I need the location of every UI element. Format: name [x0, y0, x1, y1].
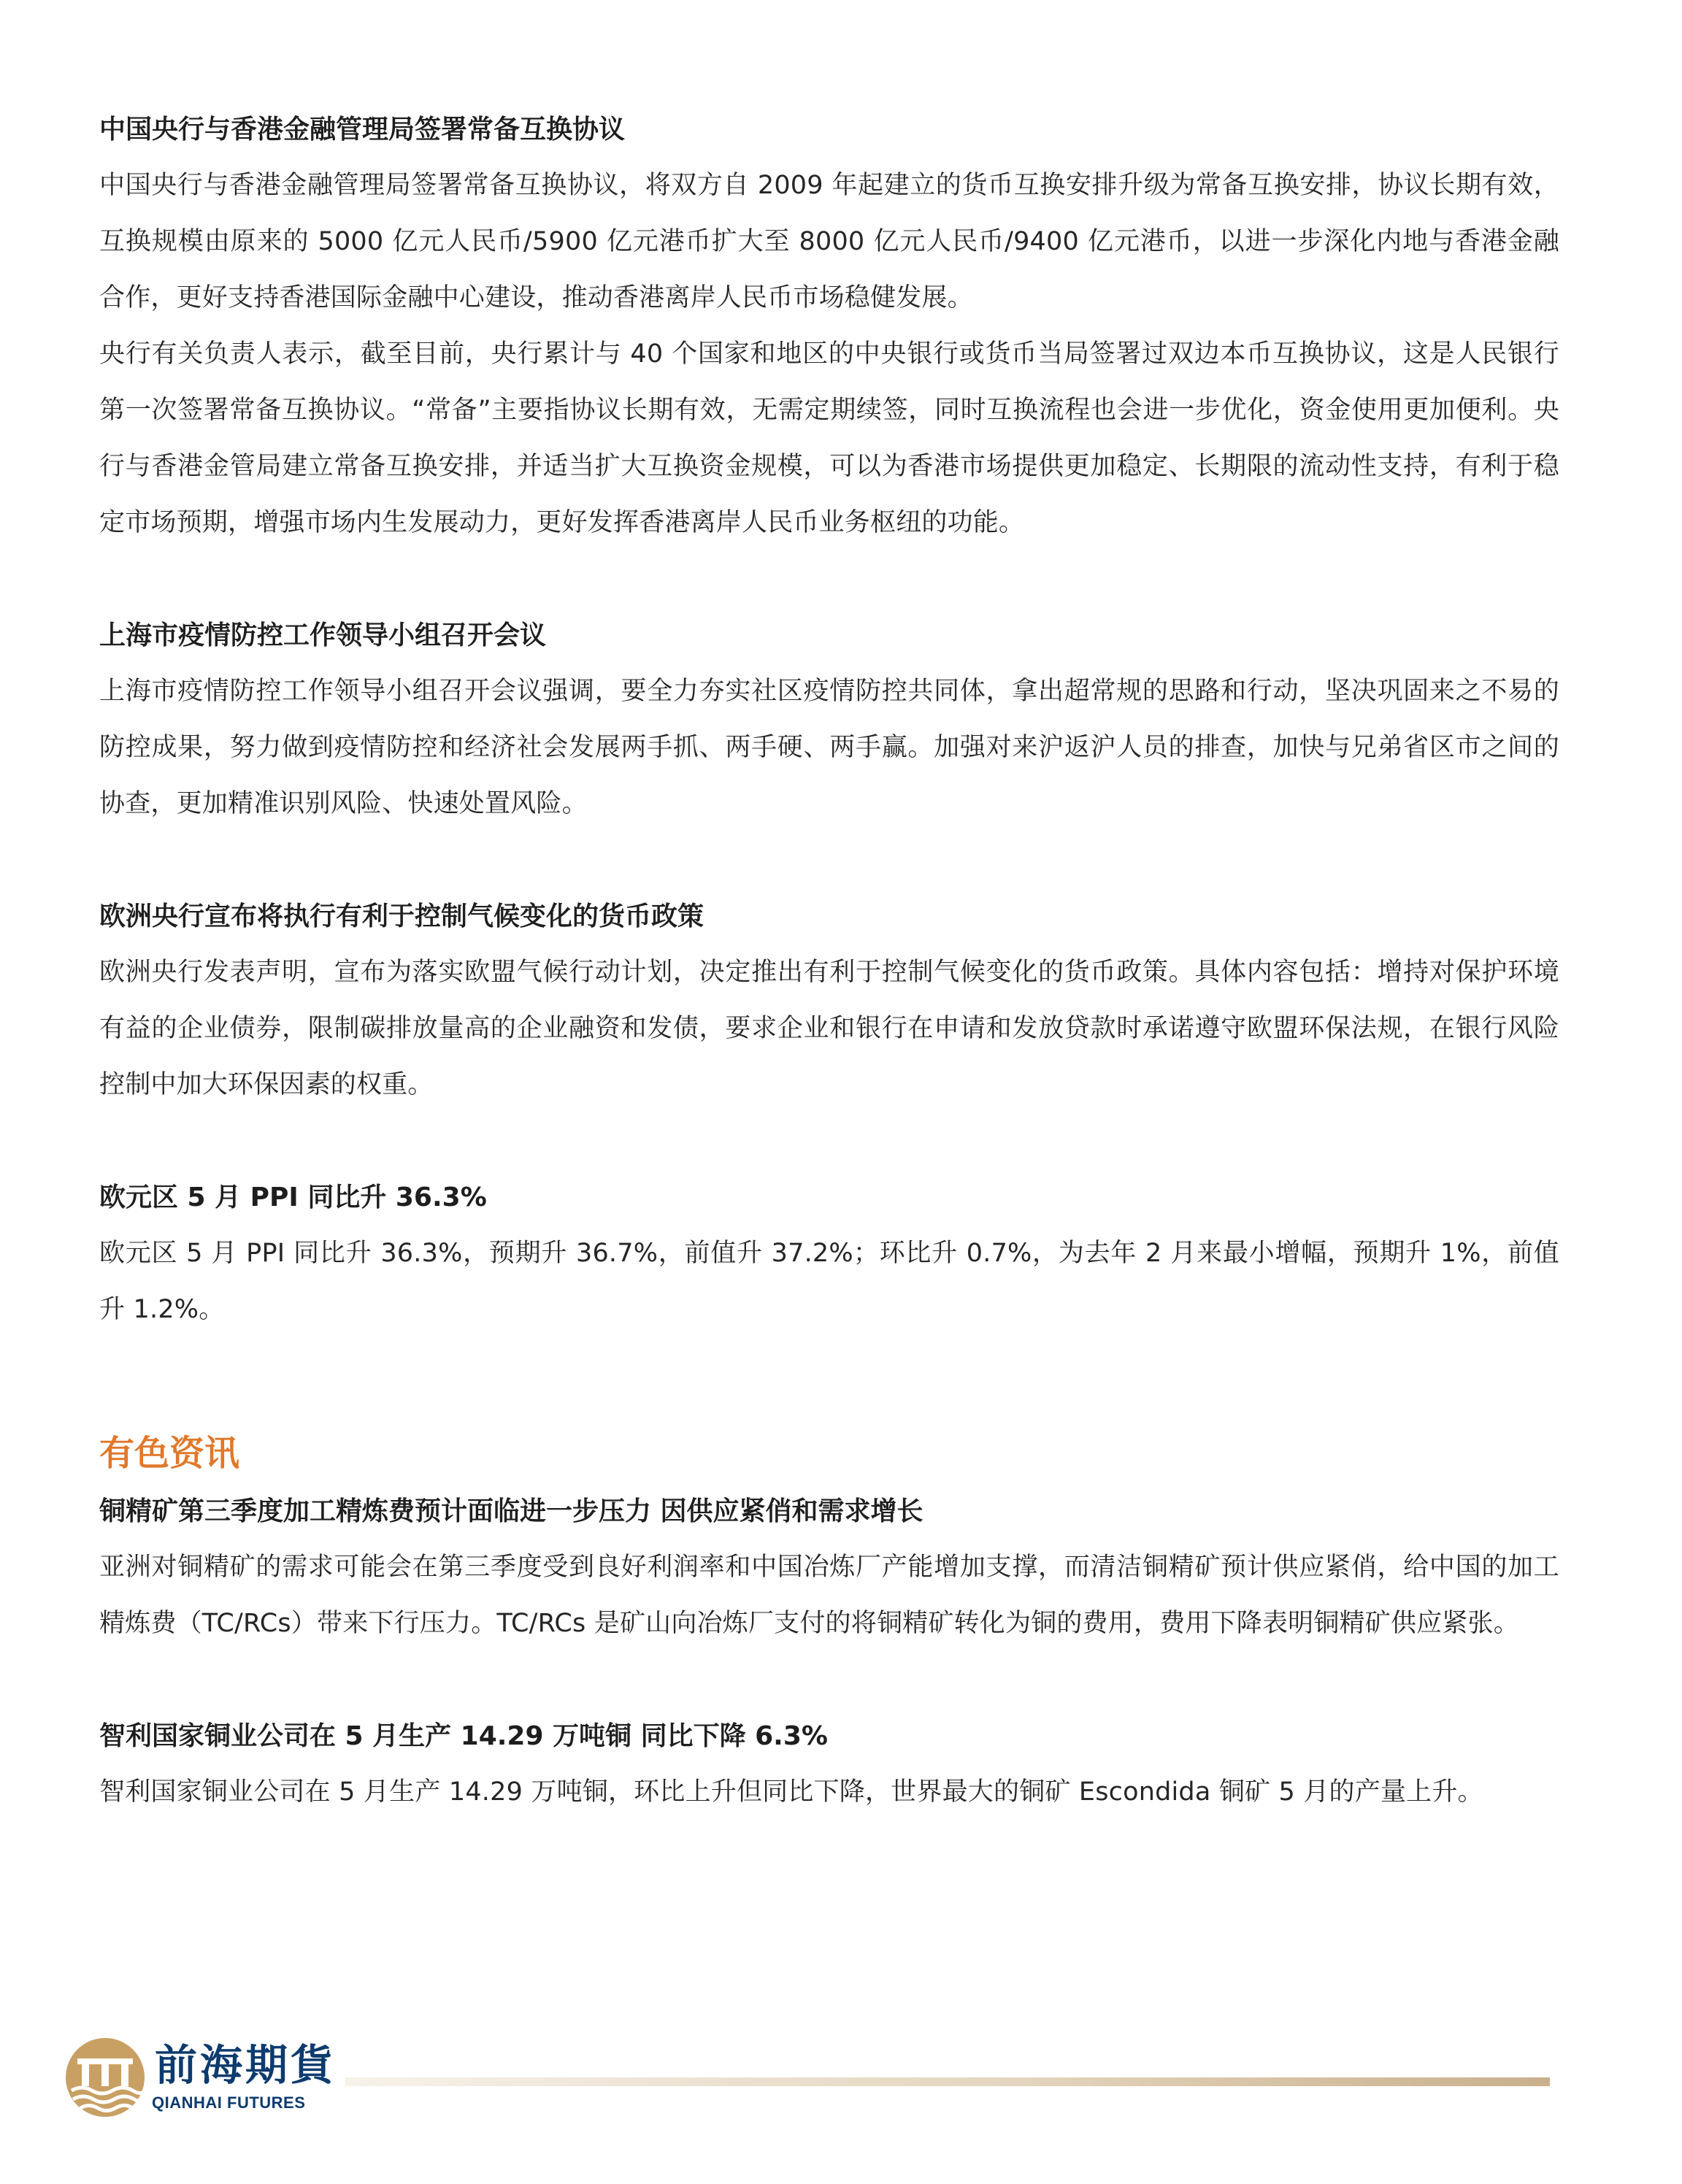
- news-paragraph: 央行有关负责人表示，截至目前，央行累计与 40 个国家和地区的中央银行或货币当局签署过双边本币互换协议，这是人民银行第一次签署常备互换协议。“常备”主要指协议长期有效，无需定期续签，同时互换流程也会进一步优化，资金使用更加便利。央行与香港金管局建立常备互换安排，并适当扩大互换资金规模，可以为香港市场提供更加稳定、长期限的流动性支持，有利于稳定市场预期，增强市场内生发展动力，更好发挥香港离岸人民币业务枢纽的功能。: [99, 339, 1559, 537]
- news-paragraph: 亚洲对铜精矿的需求可能会在第三季度受到良好利润率和中国冶炼厂产能增加支撑，而清洁铜精矿预计供应紧俏，给中国的加工精炼费（TC/RCs）带来下行压力。TC/RCs 是矿山向冶炼厂支付的将铜精矿转化为铜的费用，费用下降表明铜精矿供应紧张。: [99, 1553, 1559, 1638]
- news-title: 智利国家铜业公司在 5 月生产 14.29 万吨铜 同比下降 6.3%: [99, 1721, 828, 1751]
- news-paragraph: 欧洲央行发表声明，宣布为落实欧盟气候行动计划，决定推出有利于控制气候变化的货币政策。具体内容包括：增持对保护环境有益的企业债券，限制碳排放量高的企业融资和发债，要求企业和银行在申请和发放贷款时承诺遵守欧盟环保法规，在银行风险控制中加大环保因素的权重。: [99, 958, 1559, 1099]
- news-title: 欧元区 5 月 PPI 同比升 36.3%: [99, 1183, 487, 1212]
- news-item-shanghai-epidemic: [99, 608, 1559, 832]
- news-paragraph: 上海市疫情防控工作领导小组召开会议强调，要全力夯实社区疫情防控共同体，拿出超常规的思路和行动，坚决巩固来之不易的防控成果，努力做到疫情防控和经济社会发展两手抓、两手硬、两手赢。加强对来沪返沪人员的排查，加快与兄弟省区市之间的协查，更加精准识别风险、快速处置风险。: [99, 677, 1559, 818]
- document-body: [99, 102, 1559, 1820]
- logo-chinese-name: 前海期貨: [155, 2040, 337, 2090]
- qianhai-logo-icon: [64, 2037, 146, 2118]
- news-title: 上海市疫情防控工作领导小组召开会议: [99, 620, 547, 650]
- news-item-codelco-output: [99, 1709, 1559, 1820]
- page-footer: [64, 2037, 1568, 2131]
- footer-divider: [345, 2077, 1550, 2086]
- news-title: 欧洲央行宣布将执行有利于控制气候变化的货币政策: [99, 901, 704, 931]
- news-paragraph: 智利国家铜业公司在 5 月生产 14.29 万吨铜，环比上升但同比下降，世界最大的铜矿 Escondida 铜矿 5 月的产量上升。: [99, 1777, 1483, 1807]
- news-title: 铜精矿第三季度加工精炼费预计面临进一步压力 因供应紧俏和需求增长: [99, 1496, 923, 1526]
- logo-english-name: QIANHAI FUTURES: [152, 2093, 306, 2112]
- news-paragraph: 欧元区 5 月 PPI 同比升 36.3%，预期升 36.7%，前值升 37.2%；环比升 0.7%，为去年 2 月来最小增幅，预期升 1%，前值升 1.2%。: [99, 1239, 1559, 1324]
- section-heading-nonferrous: 有色资讯: [99, 1433, 240, 1474]
- news-paragraph: 中国央行与香港金融管理局签署常备互换协议，将双方自 2009 年起建立的货币互换安排升级为常备互换安排，协议长期有效，互换规模由原来的 5000 亿元人民币/5900 亿元港币扩大至 8000 亿元人民币/9400 亿元港币，以进一步深化内地与香港金融合作，更好支持香港国际金融中心建设，推动香港离岸人民币市场稳健发展。: [99, 171, 1559, 312]
- news-item-eurozone-ppi: [99, 1170, 1559, 1338]
- news-item-ecb-climate: [99, 889, 1559, 1113]
- company-logo: [64, 2037, 371, 2131]
- news-item-copper-tcrc: [99, 1484, 1559, 1652]
- news-title: 中国央行与香港金融管理局签署常备互换协议: [99, 115, 626, 145]
- news-item-pboc-hkma-swap: [99, 102, 1559, 551]
